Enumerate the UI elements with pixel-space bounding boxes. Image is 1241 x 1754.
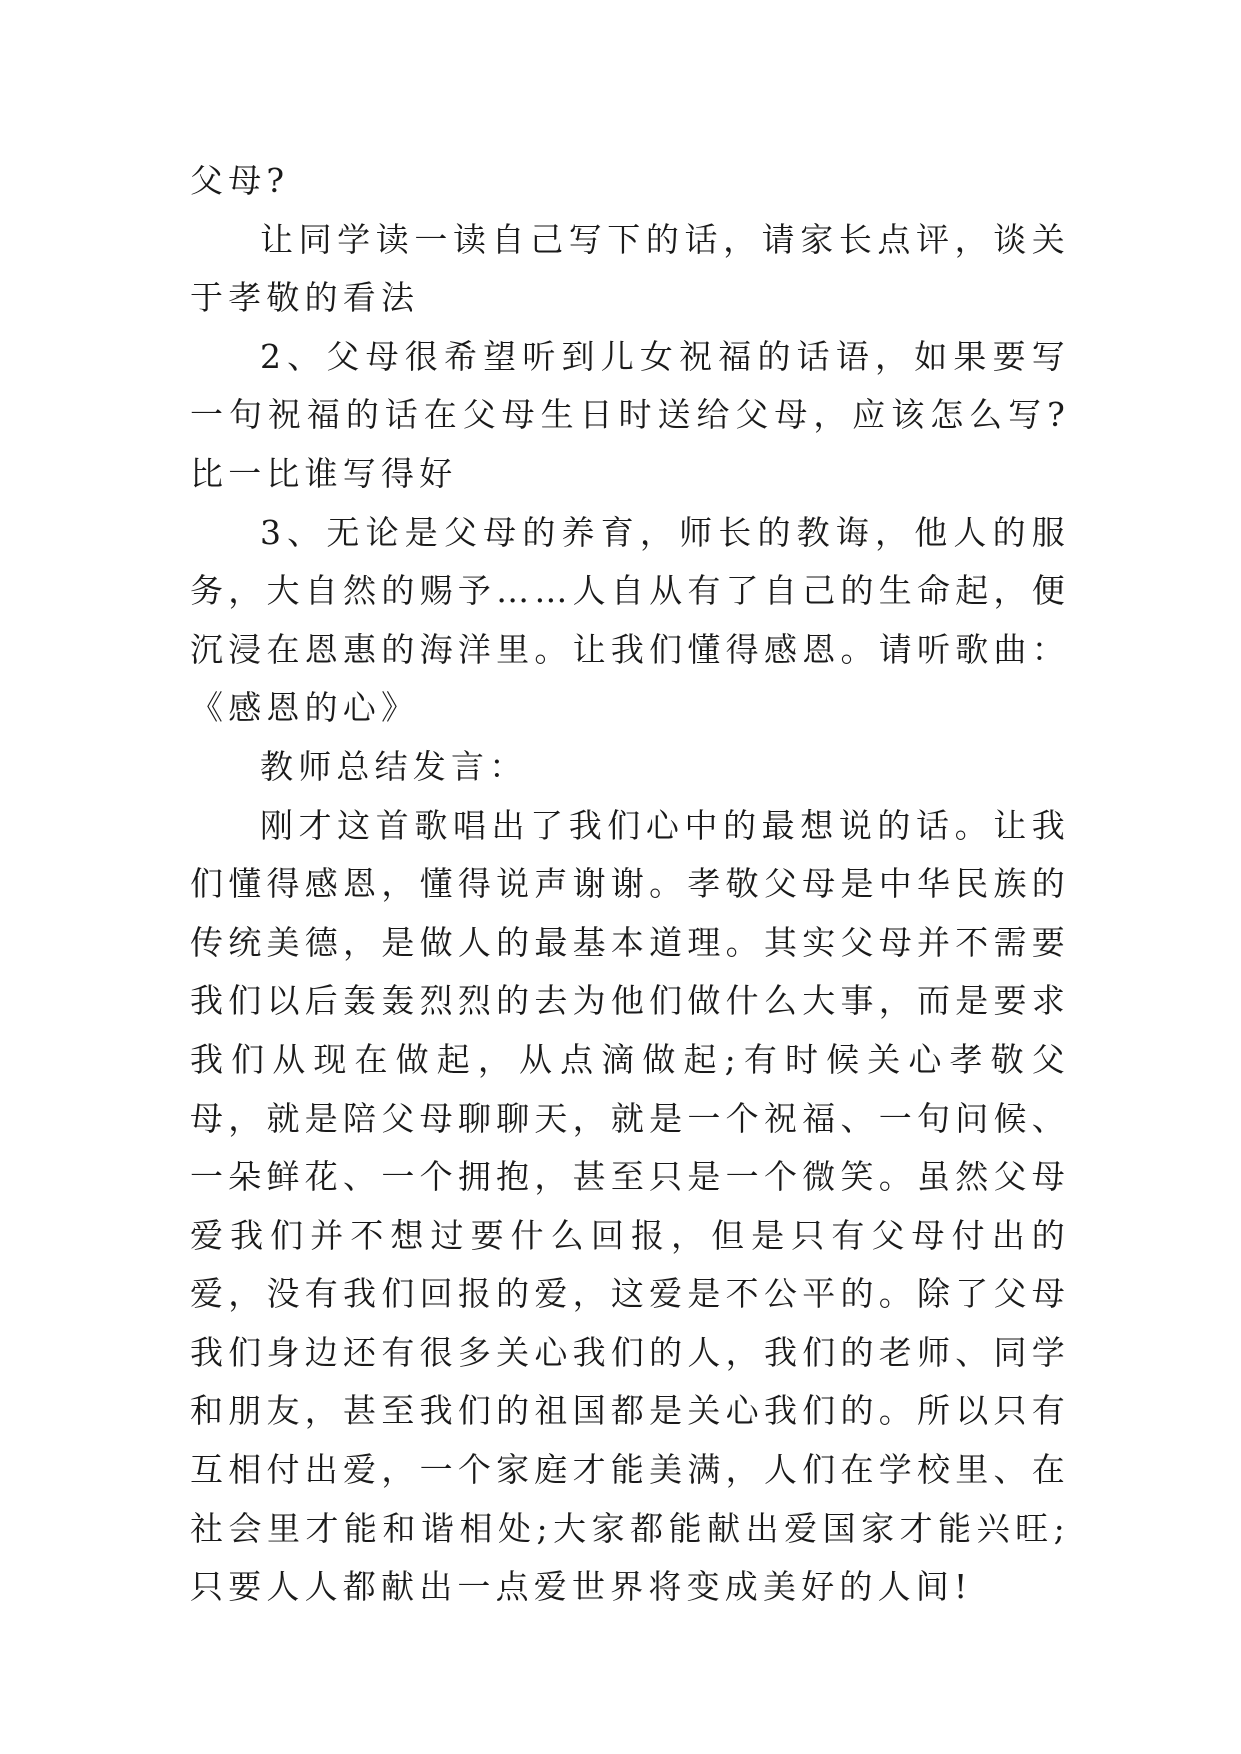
paragraph-teacher-summary-heading: 教师总结发言： xyxy=(260,746,528,786)
paragraph-continuation: 父母? xyxy=(190,161,290,200)
paragraph-teacher-summary: 刚才这首歌唱出了我们心中的最想说的话。让我们懂得感恩，懂得说声谢谢。孝敬父母是中华民族的传统美德，是做人的最基本道理。其实父母并不需要我们以后轰轰烈烈的去为他们做什么大事，而是要求我们从现在做起，从点滴做起;有时候关心孝敬父母，就是陪父母聊聊天，就是一个祝福、一句问候、一朵鲜花、一个拥抱，甚至只是一个微笑。虽然父母爱我们并不想过要什么回报，但是只有父母付出的爱，没有我们回报的爱，这爱是不公平的。除了父母我们身边还有很多关心我们的人，我们的老师、同学和朋友，甚至我们的祖国都是关心我们的。所以只有互相付出爱，一个家庭才能美满，人们在学校里、在社会里才能和谐相处;大家都能献出爱国家才能兴旺;只要人人都献出一点爱世界将变成美好的人间! xyxy=(190,805,1070,1607)
paragraph-item-3: 3、无论是父母的养育，师长的教诲，他人的服务，大自然的赐予……人自从有了自己的生命起，便沉浸在恩惠的海洋里。让我们懂得感恩。请听歌曲：《感恩的心》 xyxy=(190,512,1070,728)
body-text xyxy=(190,152,1070,1617)
paragraph-read-aloud: 让同学读一读自己写下的话，请家长点评，谈关于孝敬的看法 xyxy=(190,219,1070,318)
paragraph-item-2: 2、父母很希望听到儿女祝福的话语，如果要写一句祝福的话在父母生日时送给父母，应该怎么写?比一比谁写得好 xyxy=(190,336,1070,493)
